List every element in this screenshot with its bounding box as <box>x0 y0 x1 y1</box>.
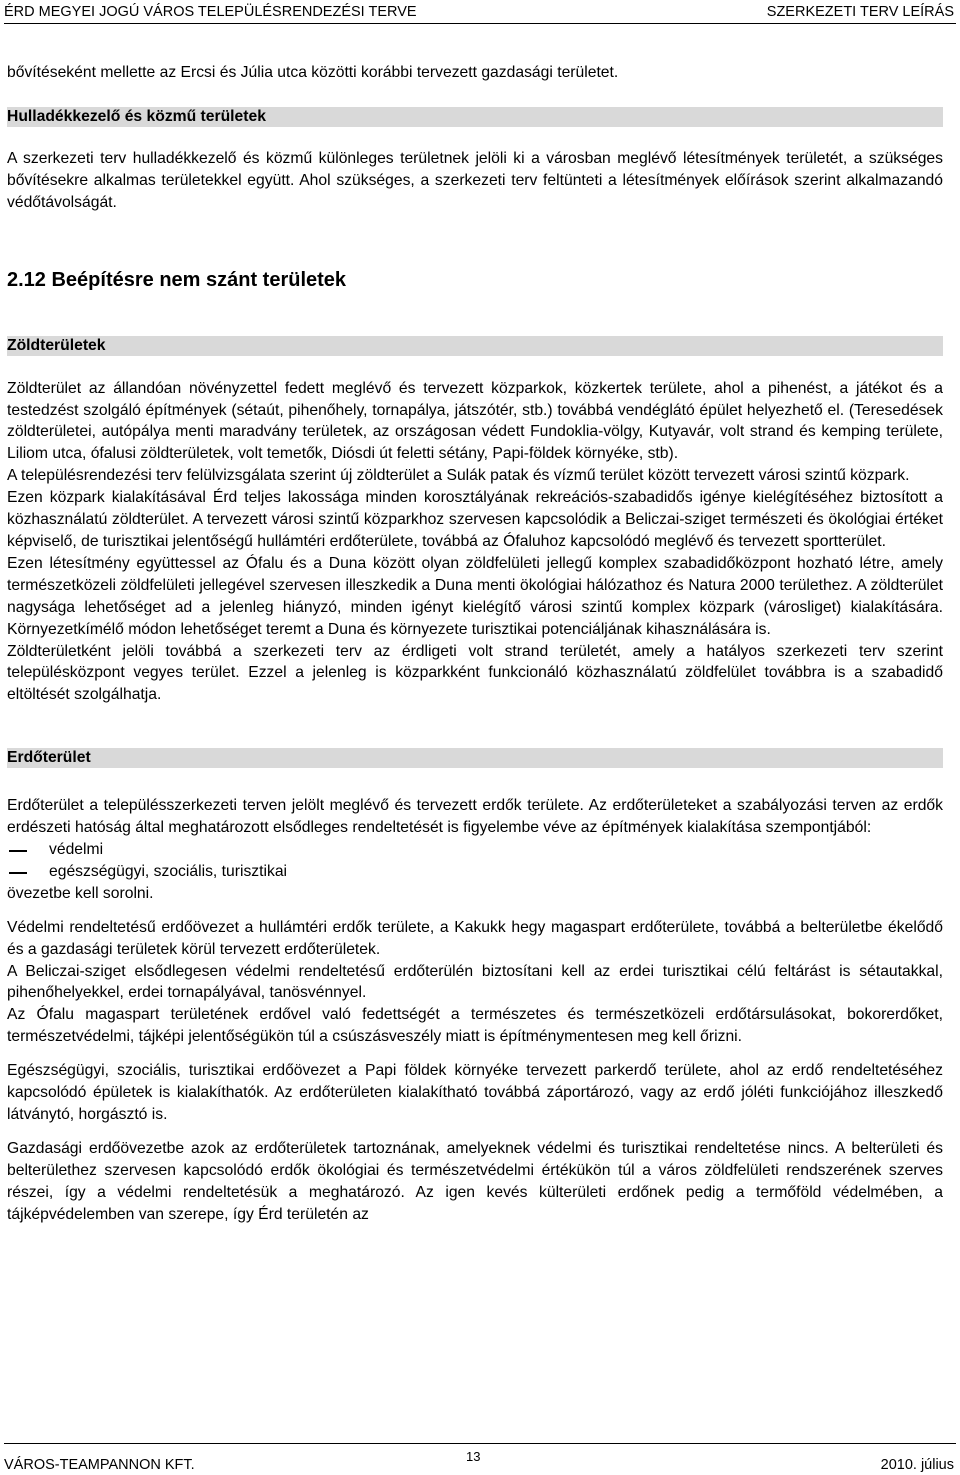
header-rule <box>4 23 956 24</box>
dash-list-item: egészségügyi, szociális, turisztikai <box>7 861 943 883</box>
paragraph: A Beliczai-sziget elsődlegesen védelmi rendeltetésű erdőterülén biztosítani kell az erdei turisztikai célú feltárást is sétautakkal, pihenőhelyekkel, erdei tornapályával, tanösvénnyel. <box>7 962 943 1002</box>
section-heading: 2.12 Beépítésre nem szánt területek <box>7 268 347 291</box>
page-header <box>0 0 960 26</box>
paragraph: Erdőterület a településszerkezeti terven jelölt meglévő és tervezett erdők területe. Az erdőterületeket a szabályozási terven az erdők erdészeti hatóság által meghatározott elsődleges rendeltetését is figyelembe véve az építmények kialakítása szempontjából: <box>7 797 943 837</box>
paragraph: Egészségügyi, szociális, turisztikai erdőövezet a Papi földek környéke tervezett parkerdő területe, ahol az erdő rendeltetéséhez kapcsolódó épületek is kialakíthatók. Az erdőterületen kialakítható továbbá záportározó, vagy az erdő jóléti funkciójához illeszkedő látványtó, horgásztó is. <box>7 1062 943 1123</box>
dash-list-item: védelmi <box>7 839 943 861</box>
subheading-zold: Zöldterületek <box>7 336 943 356</box>
footer-rule <box>4 1443 956 1444</box>
paragraph: Az Ófalu magaspart területének erdővel való fedettségét a természetes és természetközeli erdőtársulásokat, bokorerdőket, természetvédelmi, tájképi jelentőségükön túl a csúszásveszély miatt is építménymentesen meg kell őrizni. <box>7 1006 943 1046</box>
subheading-hulladek: Hulladékkezelő és közmű területek <box>7 107 943 127</box>
page-content <box>7 62 943 1226</box>
paragraph: Gazdasági erdőövezetbe azok az erdőterületek tartoznának, amelyeknek védelmi és turisztikai rendeltetése nincs. A belterületi és belterülethez szervesen kapcsolódó erdők ökológiai és természetvédelmi értékükön túl a város zöldfelületi rendszerének szerves részei, így a védelmi rendeltetésük a meghatározó. Az igen kevés külterületi erdőnek pedig a termőföld védelmében, a tájképvédelemben van szerepe, így Érd területén az <box>7 1139 943 1223</box>
footer-company: VÁROS-TEAMPANNON KFT. <box>4 1457 195 1473</box>
paragraph: bővítéseként mellette az Ercsi és Júlia utca közötti korábbi tervezett gazdasági területet. <box>7 64 619 81</box>
paragraph: A szerkezeti terv hulladékkezelő és közmű különleges területnek jelöli ki a városban meglévő létesítmények területét, a szükséges bővítésekre alkalmas területekkel együtt. Ahol szükséges, a szerkezeti terv feltünteti a létesítmények előírások szerint alkalmazandó védőtávolságát. <box>7 149 943 211</box>
page-footer <box>0 1435 960 1475</box>
header-section: SZERKEZETI TERV LEÍRÁS <box>766 4 954 20</box>
header-title: ÉRD MEGYEI JOGÚ VÁROS TELEPÜLÉSRENDEZÉSI TERVE <box>4 4 417 20</box>
paragraph: övezetbe kell sorolni. <box>7 884 154 902</box>
paragraph: Ezen létesítmény együttessel az Ófalu és a Duna között olyan zöldfelületi jellegű komplex szabadidőközpont hozható létre, amely természetközeli zöldfelületi jellegével szervesen illeszkedik a Duna menti ökológiai hálózathoz és Natura 2000 területhez. A zöldterület nagysága lehetőséget ad a jelenleg hiányzó, minden igényt kielégítő városi szintű komplex közpark (városliget) kialakítására. Környezetkímélő módon lehetőséget teremt a Duna és környezete turisztikai potenciáljának kihasználására is. <box>7 554 943 638</box>
paragraph: Zöldterület az állandóan növényzettel fedett meglévő és tervezett közparkok, közkertek területe, ahol a pihenést, a játékot és a testedzést szolgáló építmények (sétaút, pihenőhely, tornapálya, játszótér, stb.) továbbá vendéglátó épület helyezhető el. (Teresedések zöldterületei, autópálya menti maradvány területek, az országosan védett Fundoklia-völgy, Kutyavár, volt strand és kemping területe, Liliom utca, ófalusi zöldterületek, volt temetők, Diósdi út feletti sétány, Papi-földek környéke, stb). <box>7 379 943 463</box>
paragraph: Védelmi rendeltetésű erdőövezet a hullámtéri erdők területe, a Kakukk hegy magaspart erdőterülete, továbbá a belterületbe ékelődő és a gazdasági területek körül tervezett erdőterületek. <box>7 918 943 958</box>
paragraph: A településrendezési terv felülvizsgálata szerint új zöldterület a Sulák patak és vízmű terület között tervezett városi szintű közpark. <box>7 467 910 485</box>
paragraph: Zöldterületként jelöli továbbá a szerkezeti terv az érdligeti volt strand területét, amely a hatályos szerkezeti terv szerint településközpont vegyes terület. Ezzel a jelenleg is közparkként funkcionáló közhasználatú zöldfelület továbbra is a szabadidő eltöltését szolgálhatja. <box>7 642 943 704</box>
page-number: 13 <box>466 1449 481 1464</box>
footer-date: 2010. július <box>880 1457 954 1473</box>
paragraph: Ezen közpark kialakításával Érd teljes lakossága minden korosztályának rekreációs-szabadidős igénye kielégítéséhez biztosított a közhasználatú zöldterület. A tervezett városi szintű közparkhoz szervesen kapcsolódik a Beliczai-sziget természeti és ökológiai értéket képviselő, de turisztikai jelentőségű hullámtéri erdőterülete, továbbá az Ófaluhoz kapcsolódó meglévő és tervezett sportterület. <box>7 489 943 550</box>
subheading-erdo: Erdőterület <box>7 748 943 768</box>
